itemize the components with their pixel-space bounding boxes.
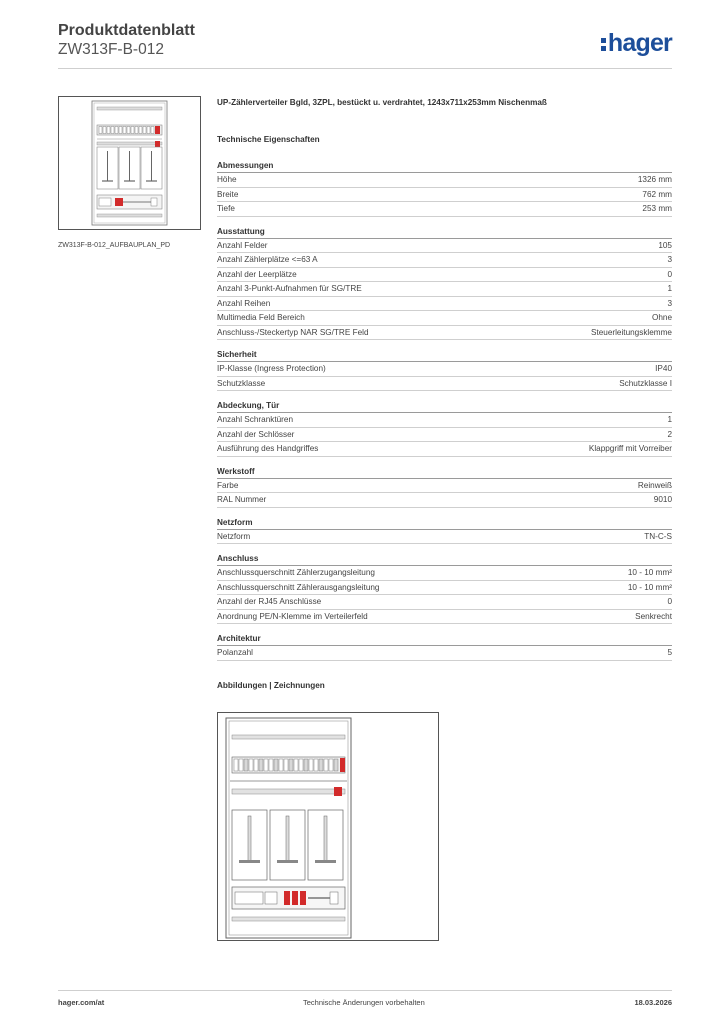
property-label: Höhe	[217, 175, 237, 184]
property-row	[217, 595, 672, 610]
logo-text: hager	[607, 29, 672, 57]
property-label: Anschluss-/Steckertyp NAR SG/TRE Feld	[217, 327, 369, 337]
document-title: Produktdatenblatt	[58, 22, 195, 39]
property-value: 1326 mm	[637, 175, 672, 184]
breaker-module	[284, 759, 288, 771]
product-description: UP-Zählerverteiler Bgld, 3ZPL, bestückt u. verdrahtet, 1243x711x253mm Nischenmaß	[217, 98, 547, 107]
breaker-module	[319, 759, 323, 771]
property-value: Klappgriff mit Vorreiber	[588, 444, 672, 453]
product-thumbnail	[58, 96, 201, 230]
breaker-module	[239, 759, 243, 771]
property-row	[217, 362, 672, 377]
property-value: 2	[667, 429, 672, 439]
property-label: Tiefe	[217, 204, 235, 213]
breaker-module	[234, 759, 238, 771]
property-label: Anzahl der RJ45 Anschlüsse	[217, 597, 322, 606]
property-value: IP40	[655, 364, 672, 373]
property-value: 105	[658, 240, 672, 250]
property-row	[217, 202, 672, 217]
technical-properties-heading: Technische Eigenschaften	[217, 135, 320, 144]
breaker-module	[279, 759, 283, 771]
group-heading: Netzform	[217, 518, 672, 530]
property-value: 1	[667, 284, 672, 293]
property-label: Anzahl Felder	[217, 240, 268, 250]
product-number: ZW313F-B-012	[58, 41, 164, 58]
property-row	[217, 188, 672, 203]
property-value: 762 mm	[642, 189, 672, 199]
property-value: 5	[667, 648, 672, 657]
property-label: Breite	[217, 189, 239, 199]
header-divider	[58, 68, 672, 69]
property-row	[217, 646, 672, 661]
property-value: 0	[667, 269, 672, 279]
property-value: 253 mm	[642, 204, 672, 213]
property-label: Multimedia Feld Bereich	[217, 313, 305, 322]
property-group	[217, 467, 672, 508]
cabinet-thumbnail-drawing	[59, 97, 200, 229]
property-label: Anordnung PE/N-Klemme im Verteilerfeld	[217, 611, 368, 621]
property-row	[217, 413, 672, 428]
hager-logo	[601, 30, 672, 56]
product-drawing	[217, 712, 439, 941]
page-header	[58, 22, 672, 68]
property-value: 3	[667, 255, 672, 264]
group-heading: Abmessungen	[217, 161, 672, 173]
group-heading: Ausstattung	[217, 227, 672, 239]
property-value: 0	[667, 597, 672, 606]
footer-website[interactable]: hager.com/at	[58, 998, 105, 1007]
breaker-module	[294, 759, 298, 771]
footer-divider	[58, 990, 672, 991]
breaker-module	[259, 759, 263, 771]
product-data-sheet	[217, 97, 672, 693]
property-value: 9010	[653, 495, 672, 504]
logo-dots-icon	[601, 36, 606, 52]
property-label: Anzahl Reihen	[217, 298, 271, 308]
property-row	[217, 530, 672, 545]
drawings-heading: Abbildungen | Zeichnungen	[217, 680, 325, 690]
property-row	[217, 326, 672, 341]
breaker-module	[329, 759, 333, 771]
property-row	[217, 493, 672, 508]
property-group	[217, 554, 672, 624]
breaker-module	[324, 759, 328, 771]
breaker-module	[309, 759, 313, 771]
property-row	[217, 428, 672, 443]
breaker-module	[304, 759, 308, 771]
property-row	[217, 479, 672, 494]
property-group	[217, 227, 672, 341]
property-value: Senkrecht	[635, 611, 672, 621]
property-value: Ohne	[651, 313, 672, 322]
group-heading: Abdeckung, Tür	[217, 401, 672, 413]
breaker-module	[269, 759, 273, 771]
property-group	[217, 350, 672, 391]
breaker-module	[314, 759, 318, 771]
breaker-module	[289, 759, 293, 771]
property-row	[217, 253, 672, 268]
property-row	[217, 377, 672, 392]
group-heading: Sicherheit	[217, 350, 672, 362]
property-value: Steuerleitungsklemme	[590, 327, 672, 337]
group-heading: Architektur	[217, 634, 672, 646]
group-heading: Werkstoff	[217, 467, 672, 479]
property-row	[217, 566, 672, 581]
property-group	[217, 518, 672, 545]
property-label: Schutzklasse	[217, 378, 266, 388]
property-row	[217, 581, 672, 596]
property-label: Polanzahl	[217, 648, 253, 657]
property-group	[217, 161, 672, 217]
property-row	[217, 268, 672, 283]
property-label: Anzahl der Leerplätze	[217, 269, 297, 279]
property-value: TN-C-S	[644, 531, 672, 541]
group-heading: Anschluss	[217, 554, 672, 566]
property-label: Anzahl Zählerplätze <=63 A	[217, 255, 318, 264]
breaker-module	[334, 759, 338, 771]
property-value: 3	[667, 298, 672, 308]
property-groups	[217, 161, 672, 661]
property-value: Reinweiß	[637, 480, 672, 490]
footer-date: 18.03.2026	[634, 998, 672, 1007]
property-value: 10 - 10 mm²	[627, 582, 672, 592]
property-value: 10 - 10 mm²	[627, 568, 672, 577]
property-label: Anzahl 3-Punkt-Aufnahmen für SG/TRE	[217, 284, 362, 293]
breaker-module	[264, 759, 268, 771]
property-row	[217, 173, 672, 188]
property-label: Anzahl Schranktüren	[217, 415, 294, 424]
property-row	[217, 442, 672, 457]
property-label: Farbe	[217, 480, 239, 490]
property-label: Anzahl der Schlösser	[217, 429, 295, 439]
property-group	[217, 401, 672, 457]
property-group	[217, 634, 672, 661]
cabinet-layout-drawing	[218, 713, 438, 940]
property-label: Ausführung des Handgriffes	[217, 444, 319, 453]
property-row	[217, 311, 672, 326]
property-row	[217, 297, 672, 312]
property-label: RAL Nummer	[217, 495, 267, 504]
property-value: Schutzklasse I	[619, 378, 672, 388]
property-row	[217, 282, 672, 297]
property-row	[217, 610, 672, 625]
property-row	[217, 239, 672, 254]
breaker-module	[274, 759, 278, 771]
breaker-module	[249, 759, 253, 771]
property-label: Netzform	[217, 531, 251, 541]
property-label: Anschlussquerschnitt Zählerausgangsleitung	[217, 582, 380, 592]
footer-notice: Technische Änderungen vorbehalten	[303, 998, 425, 1007]
property-value: 1	[667, 415, 672, 424]
property-label: Anschlussquerschnitt Zählerzugangsleitung	[217, 568, 375, 577]
breaker-module	[299, 759, 303, 771]
breaker-module	[244, 759, 248, 771]
property-label: IP-Klasse (Ingress Protection)	[217, 364, 326, 373]
thumbnail-caption: ZW313F-B-012_AUFBAUPLAN_PD	[58, 242, 171, 249]
breaker-module	[254, 759, 258, 771]
breaker-row	[234, 759, 338, 771]
